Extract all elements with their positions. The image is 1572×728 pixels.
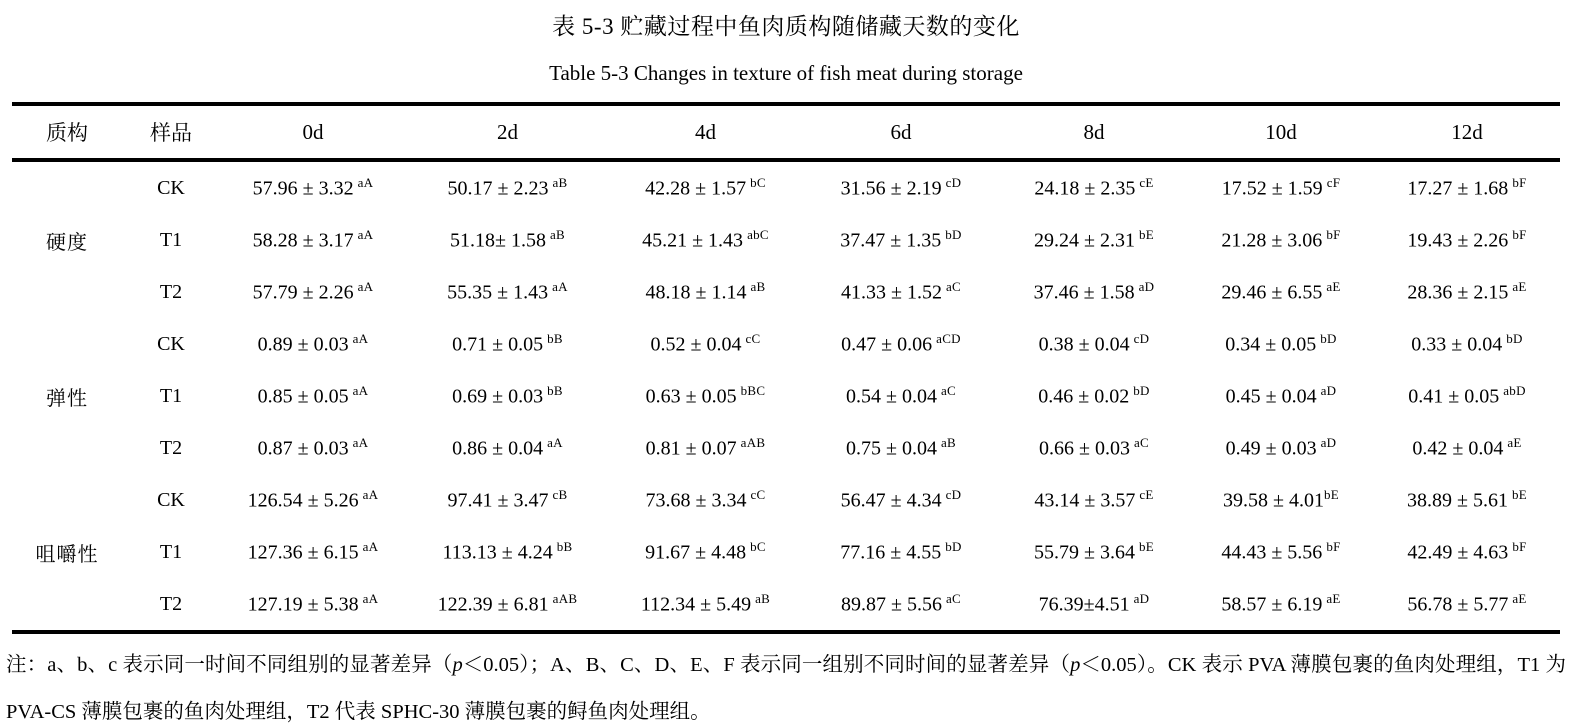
measurement-value: 73.68 ± 3.34 [645, 489, 747, 512]
table-row [12, 578, 1560, 632]
measurement-value: 55.79 ± 3.64 [1033, 541, 1135, 564]
table-title-chinese: 表 5-3 贮藏过程中鱼肉质构随储藏天数的变化 [552, 14, 1020, 39]
value-cell [609, 474, 802, 526]
measurement-value: 17.52 ± 1.59 [1221, 177, 1323, 200]
measurement-value: 0.81 ± 0.07 [645, 437, 737, 460]
value-cell [1000, 266, 1188, 318]
value-cell [1000, 526, 1188, 578]
significance-superscript: bF [1326, 539, 1341, 555]
column-header-4d: 4d [695, 119, 716, 144]
value-cell [406, 160, 609, 214]
measurement-value: 0.47 ± 0.06 [841, 333, 933, 356]
value-cell [220, 266, 406, 318]
measurement-value: 0.42 ± 0.04 [1412, 437, 1504, 460]
significance-superscript: aA [357, 227, 374, 243]
significance-superscript: cC [750, 487, 766, 503]
value-cell [1000, 318, 1188, 370]
value-cell [609, 578, 802, 632]
measurement-value: 45.21 ± 1.43 [642, 229, 744, 252]
value-cell [802, 474, 1000, 526]
value-cell [1188, 266, 1374, 318]
measurement-value: 51.18± 1.58 [449, 229, 546, 252]
significance-superscript: cD [945, 175, 962, 191]
significance-superscript: aA [552, 279, 568, 295]
value-cell [1374, 318, 1560, 370]
significance-superscript: cC [745, 331, 761, 347]
measurement-value: 44.43 ± 5.56 [1221, 541, 1323, 564]
significance-superscript: bE [1511, 487, 1528, 503]
value-cell [802, 422, 1000, 474]
column-header-样品: 样品 [150, 121, 192, 145]
value-cell [802, 526, 1000, 578]
significance-superscript: cB [552, 487, 568, 503]
sample-label: T2 [159, 280, 183, 303]
value-cell [406, 370, 609, 422]
significance-superscript: bD [1133, 383, 1150, 399]
measurement-value: 89.87 ± 5.56 [840, 593, 942, 616]
value-cell [609, 318, 802, 370]
measurement-value: 127.36 ± 6.15 [247, 541, 359, 564]
significance-superscript: aAB [740, 435, 766, 451]
measurement-value: 42.49 ± 4.63 [1407, 541, 1509, 564]
texture-property-label: 弹性 [46, 387, 88, 410]
significance-superscript: cF [1326, 175, 1341, 191]
table-row [12, 526, 1560, 578]
significance-superscript: abD [1503, 383, 1526, 399]
table-row [12, 474, 1560, 526]
value-cell [609, 526, 802, 578]
value-cell [1188, 214, 1374, 266]
table-title-english: Table 5-3 Changes in texture of fish meat during storage [549, 61, 1023, 85]
value-cell [802, 214, 1000, 266]
footnote-text: ＜0.05）。CK 表示 PVA 薄膜包裹的鱼肉处理组，T1 为 PVA-CS 薄膜包裹的鱼肉处理组，T2 代表 SPHC-30 薄膜包裹的鲟鱼肉处理组。 [6, 654, 1566, 723]
measurement-value: 0.45 ± 0.04 [1225, 385, 1317, 408]
measurement-value: 24.18 ± 2.35 [1034, 177, 1136, 200]
value-cell [220, 578, 406, 632]
measurement-value: 21.28 ± 3.06 [1221, 229, 1323, 252]
significance-superscript: abC [747, 227, 769, 243]
significance-superscript: bD [945, 227, 962, 243]
measurement-value: 37.47 ± 1.35 [840, 229, 942, 252]
measurement-value: 97.41 ± 3.47 [447, 489, 549, 512]
value-cell [1374, 266, 1560, 318]
significance-superscript: aA [357, 175, 374, 191]
value-cell [609, 214, 802, 266]
column-header-0d: 0d [302, 119, 324, 144]
value-cell [1188, 160, 1374, 214]
value-cell [220, 526, 406, 578]
significance-superscript: aE [1512, 279, 1527, 295]
value-cell [609, 370, 802, 422]
measurement-value: 41.33 ± 1.52 [840, 281, 942, 304]
footnote-italic-p: p [1070, 654, 1081, 676]
measurement-value: 29.24 ± 2.31 [1033, 229, 1135, 252]
measurement-value: 127.19 ± 5.38 [247, 593, 359, 616]
significance-superscript: aE [1512, 591, 1527, 607]
measurement-value: 0.46 ± 0.02 [1038, 385, 1130, 408]
value-cell [220, 370, 406, 422]
significance-superscript: bD [1320, 331, 1337, 347]
significance-superscript: aB [552, 175, 568, 191]
value-cell [406, 214, 609, 266]
significance-superscript: bE [1138, 539, 1155, 555]
measurement-value: 29.46 ± 6.55 [1221, 281, 1323, 304]
measurement-value: 57.79 ± 2.26 [252, 281, 354, 304]
value-cell [1000, 474, 1188, 526]
value-cell [220, 474, 406, 526]
significance-superscript: aC [1133, 435, 1150, 451]
measurement-value: 28.36 ± 2.15 [1407, 281, 1509, 304]
footnote-text: 注：a、b、c 表示同一时间不同组别的显著差异（ [6, 654, 453, 676]
sample-label: T1 [159, 384, 183, 407]
significance-superscript: aA [362, 487, 379, 503]
measurement-value: 0.66 ± 0.03 [1038, 437, 1130, 460]
value-cell [1374, 422, 1560, 474]
measurement-value: 113.13 ± 4.24 [442, 541, 553, 564]
value-cell [1374, 160, 1560, 214]
significance-superscript: bF [1326, 227, 1341, 243]
measurement-value: 0.34 ± 0.05 [1225, 333, 1317, 356]
measurement-value: 56.78 ± 5.77 [1407, 593, 1509, 616]
measurement-value: 55.35 ± 1.43 [447, 281, 549, 304]
value-cell [1188, 422, 1374, 474]
value-cell [1000, 422, 1188, 474]
significance-superscript: aAB [552, 591, 578, 607]
column-header-2d: 2d [497, 119, 518, 144]
measurement-value: 42.28 ± 1.57 [645, 177, 747, 200]
measurement-value: 0.71 ± 0.05 [452, 333, 544, 356]
value-cell [406, 422, 609, 474]
measurement-value: 0.54 ± 0.04 [845, 385, 937, 408]
value-cell [1188, 526, 1374, 578]
column-header-12d: 12d [1451, 119, 1483, 144]
value-cell [406, 578, 609, 632]
value-cell [609, 160, 802, 214]
measurement-value: 0.86 ± 0.04 [452, 437, 544, 460]
value-cell [802, 578, 1000, 632]
value-cell [1000, 578, 1188, 632]
value-cell [1374, 370, 1560, 422]
significance-superscript: aC [945, 591, 962, 607]
significance-superscript: aB [940, 435, 957, 451]
measurement-value: 43.14 ± 3.57 [1034, 489, 1136, 512]
sample-label: T1 [159, 540, 183, 563]
measurement-value: 0.52 ± 0.04 [650, 333, 742, 356]
significance-superscript: bB [547, 383, 563, 399]
value-cell [220, 318, 406, 370]
significance-superscript: bBC [740, 383, 766, 399]
value-cell [1188, 318, 1374, 370]
measurement-value: 122.39 ± 6.81 [437, 593, 549, 616]
measurement-value: 48.18 ± 1.14 [645, 281, 747, 304]
measurement-value: 37.46 ± 1.58 [1033, 281, 1135, 304]
value-cell [802, 370, 1000, 422]
value-cell [802, 160, 1000, 214]
sample-label: T2 [159, 592, 183, 615]
value-cell [1000, 214, 1188, 266]
significance-superscript: aA [352, 435, 369, 451]
measurement-value: 39.58 ± 4.01 [1222, 489, 1324, 512]
significance-superscript: bE [1138, 227, 1155, 243]
significance-superscript: bF [1512, 539, 1527, 555]
value-cell [609, 266, 802, 318]
value-cell [406, 526, 609, 578]
footnote-italic-p: p [452, 654, 463, 676]
measurement-value: 17.27 ± 1.68 [1407, 177, 1509, 200]
value-cell [802, 318, 1000, 370]
table-footnote [6, 642, 1566, 728]
measurement-value: 0.87 ± 0.03 [257, 437, 349, 460]
measurement-value: 0.75 ± 0.04 [845, 437, 937, 460]
value-cell [1188, 578, 1374, 632]
value-cell [1000, 370, 1188, 422]
value-cell [406, 266, 609, 318]
table-row [12, 422, 1560, 474]
significance-superscript: bD [1506, 331, 1523, 347]
significance-superscript: aA [547, 435, 563, 451]
measurement-value: 77.16 ± 4.55 [840, 541, 942, 564]
value-cell [1374, 578, 1560, 632]
table-row [12, 318, 1560, 370]
sample-label: CK [157, 332, 185, 355]
significance-superscript: aA [362, 539, 379, 555]
footnote-text: ＜0.05）；A、B、C、D、E、F 表示同一组别不同时间的显著差异（ [462, 654, 1071, 676]
measurement-value: 112.34 ± 5.49 [640, 593, 752, 616]
significance-superscript: cD [1133, 331, 1150, 347]
significance-superscript: aA [352, 383, 369, 399]
measurement-value: 0.69 ± 0.03 [452, 385, 544, 408]
sample-label: T2 [159, 436, 183, 459]
measurement-value: 126.54 ± 5.26 [247, 489, 359, 512]
table-row [12, 160, 1560, 214]
measurement-value: 0.63 ± 0.05 [645, 385, 737, 408]
table-header-row [12, 104, 1560, 160]
measurement-value: 0.85 ± 0.05 [257, 385, 349, 408]
significance-superscript: aD [1320, 383, 1337, 399]
significance-superscript: bC [750, 539, 766, 555]
sample-label: CK [157, 488, 185, 511]
significance-superscript: aD [1320, 435, 1337, 451]
value-cell [1188, 474, 1374, 526]
significance-superscript: cD [945, 487, 962, 503]
value-cell [220, 214, 406, 266]
measurement-value: 0.41 ± 0.05 [1408, 385, 1500, 408]
significance-superscript: aE [1507, 435, 1522, 451]
measurement-value: 57.96 ± 3.32 [252, 177, 354, 200]
table-row [12, 370, 1560, 422]
measurement-value: 91.67 ± 4.48 [645, 541, 747, 564]
significance-superscript: bB [556, 539, 573, 555]
significance-superscript: aC [945, 279, 962, 295]
texture-data-table [12, 102, 1560, 634]
significance-superscript: bC [750, 175, 766, 191]
significance-superscript: bB [547, 331, 563, 347]
column-header-10d: 10d [1265, 119, 1297, 144]
value-cell [220, 160, 406, 214]
value-cell [609, 422, 802, 474]
significance-superscript: cE [1139, 175, 1154, 191]
significance-superscript: aD [1133, 591, 1150, 607]
value-cell [1374, 526, 1560, 578]
measurement-value: 58.28 ± 3.17 [252, 229, 354, 252]
significance-superscript: cE [1139, 487, 1154, 503]
significance-superscript: aB [750, 279, 766, 295]
table-row [12, 266, 1560, 318]
column-header-6d: 6d [890, 119, 912, 144]
significance-superscript: aA [352, 331, 369, 347]
column-header-质构: 质构 [46, 121, 88, 145]
significance-superscript: aA [362, 591, 379, 607]
value-cell [1374, 214, 1560, 266]
measurement-value: 56.47 ± 4.34 [840, 489, 942, 512]
significance-superscript: aCD [936, 331, 961, 347]
measurement-value: 58.57 ± 6.19 [1221, 593, 1323, 616]
sample-label: T1 [159, 228, 183, 251]
measurement-value: 19.43 ± 2.26 [1407, 229, 1509, 252]
sample-label: CK [157, 176, 185, 199]
value-cell [406, 474, 609, 526]
significance-superscript: aE [1326, 279, 1341, 295]
significance-superscript: bF [1512, 175, 1527, 191]
measurement-value: 50.17 ± 2.23 [447, 177, 549, 200]
texture-property-label: 硬度 [46, 231, 88, 254]
significance-superscript: aD [1138, 279, 1155, 295]
measurement-value: 0.89 ± 0.03 [257, 333, 349, 356]
measurement-value: 31.56 ± 2.19 [840, 177, 942, 200]
significance-superscript: bF [1512, 227, 1527, 243]
table-row [12, 214, 1560, 266]
value-cell [406, 318, 609, 370]
measurement-value: 38.89 ± 5.61 [1406, 489, 1508, 512]
significance-superscript: bD [945, 539, 962, 555]
significance-superscript: aA [357, 279, 374, 295]
measurement-value: 0.33 ± 0.04 [1411, 333, 1503, 356]
significance-superscript: bE [1323, 487, 1340, 503]
measurement-value: 0.38 ± 0.04 [1038, 333, 1130, 356]
column-header-8d: 8d [1083, 119, 1105, 144]
texture-property-label: 咀嚼性 [35, 543, 99, 566]
measurement-value: 76.39±4.51 [1038, 593, 1130, 616]
value-cell [220, 422, 406, 474]
value-cell [1188, 370, 1374, 422]
significance-superscript: aB [549, 227, 566, 243]
significance-superscript: aE [1326, 591, 1341, 607]
significance-superscript: aB [755, 591, 771, 607]
measurement-value: 0.49 ± 0.03 [1225, 437, 1317, 460]
significance-superscript: aC [940, 383, 957, 399]
value-cell [1000, 160, 1188, 214]
value-cell [1374, 474, 1560, 526]
value-cell [802, 266, 1000, 318]
